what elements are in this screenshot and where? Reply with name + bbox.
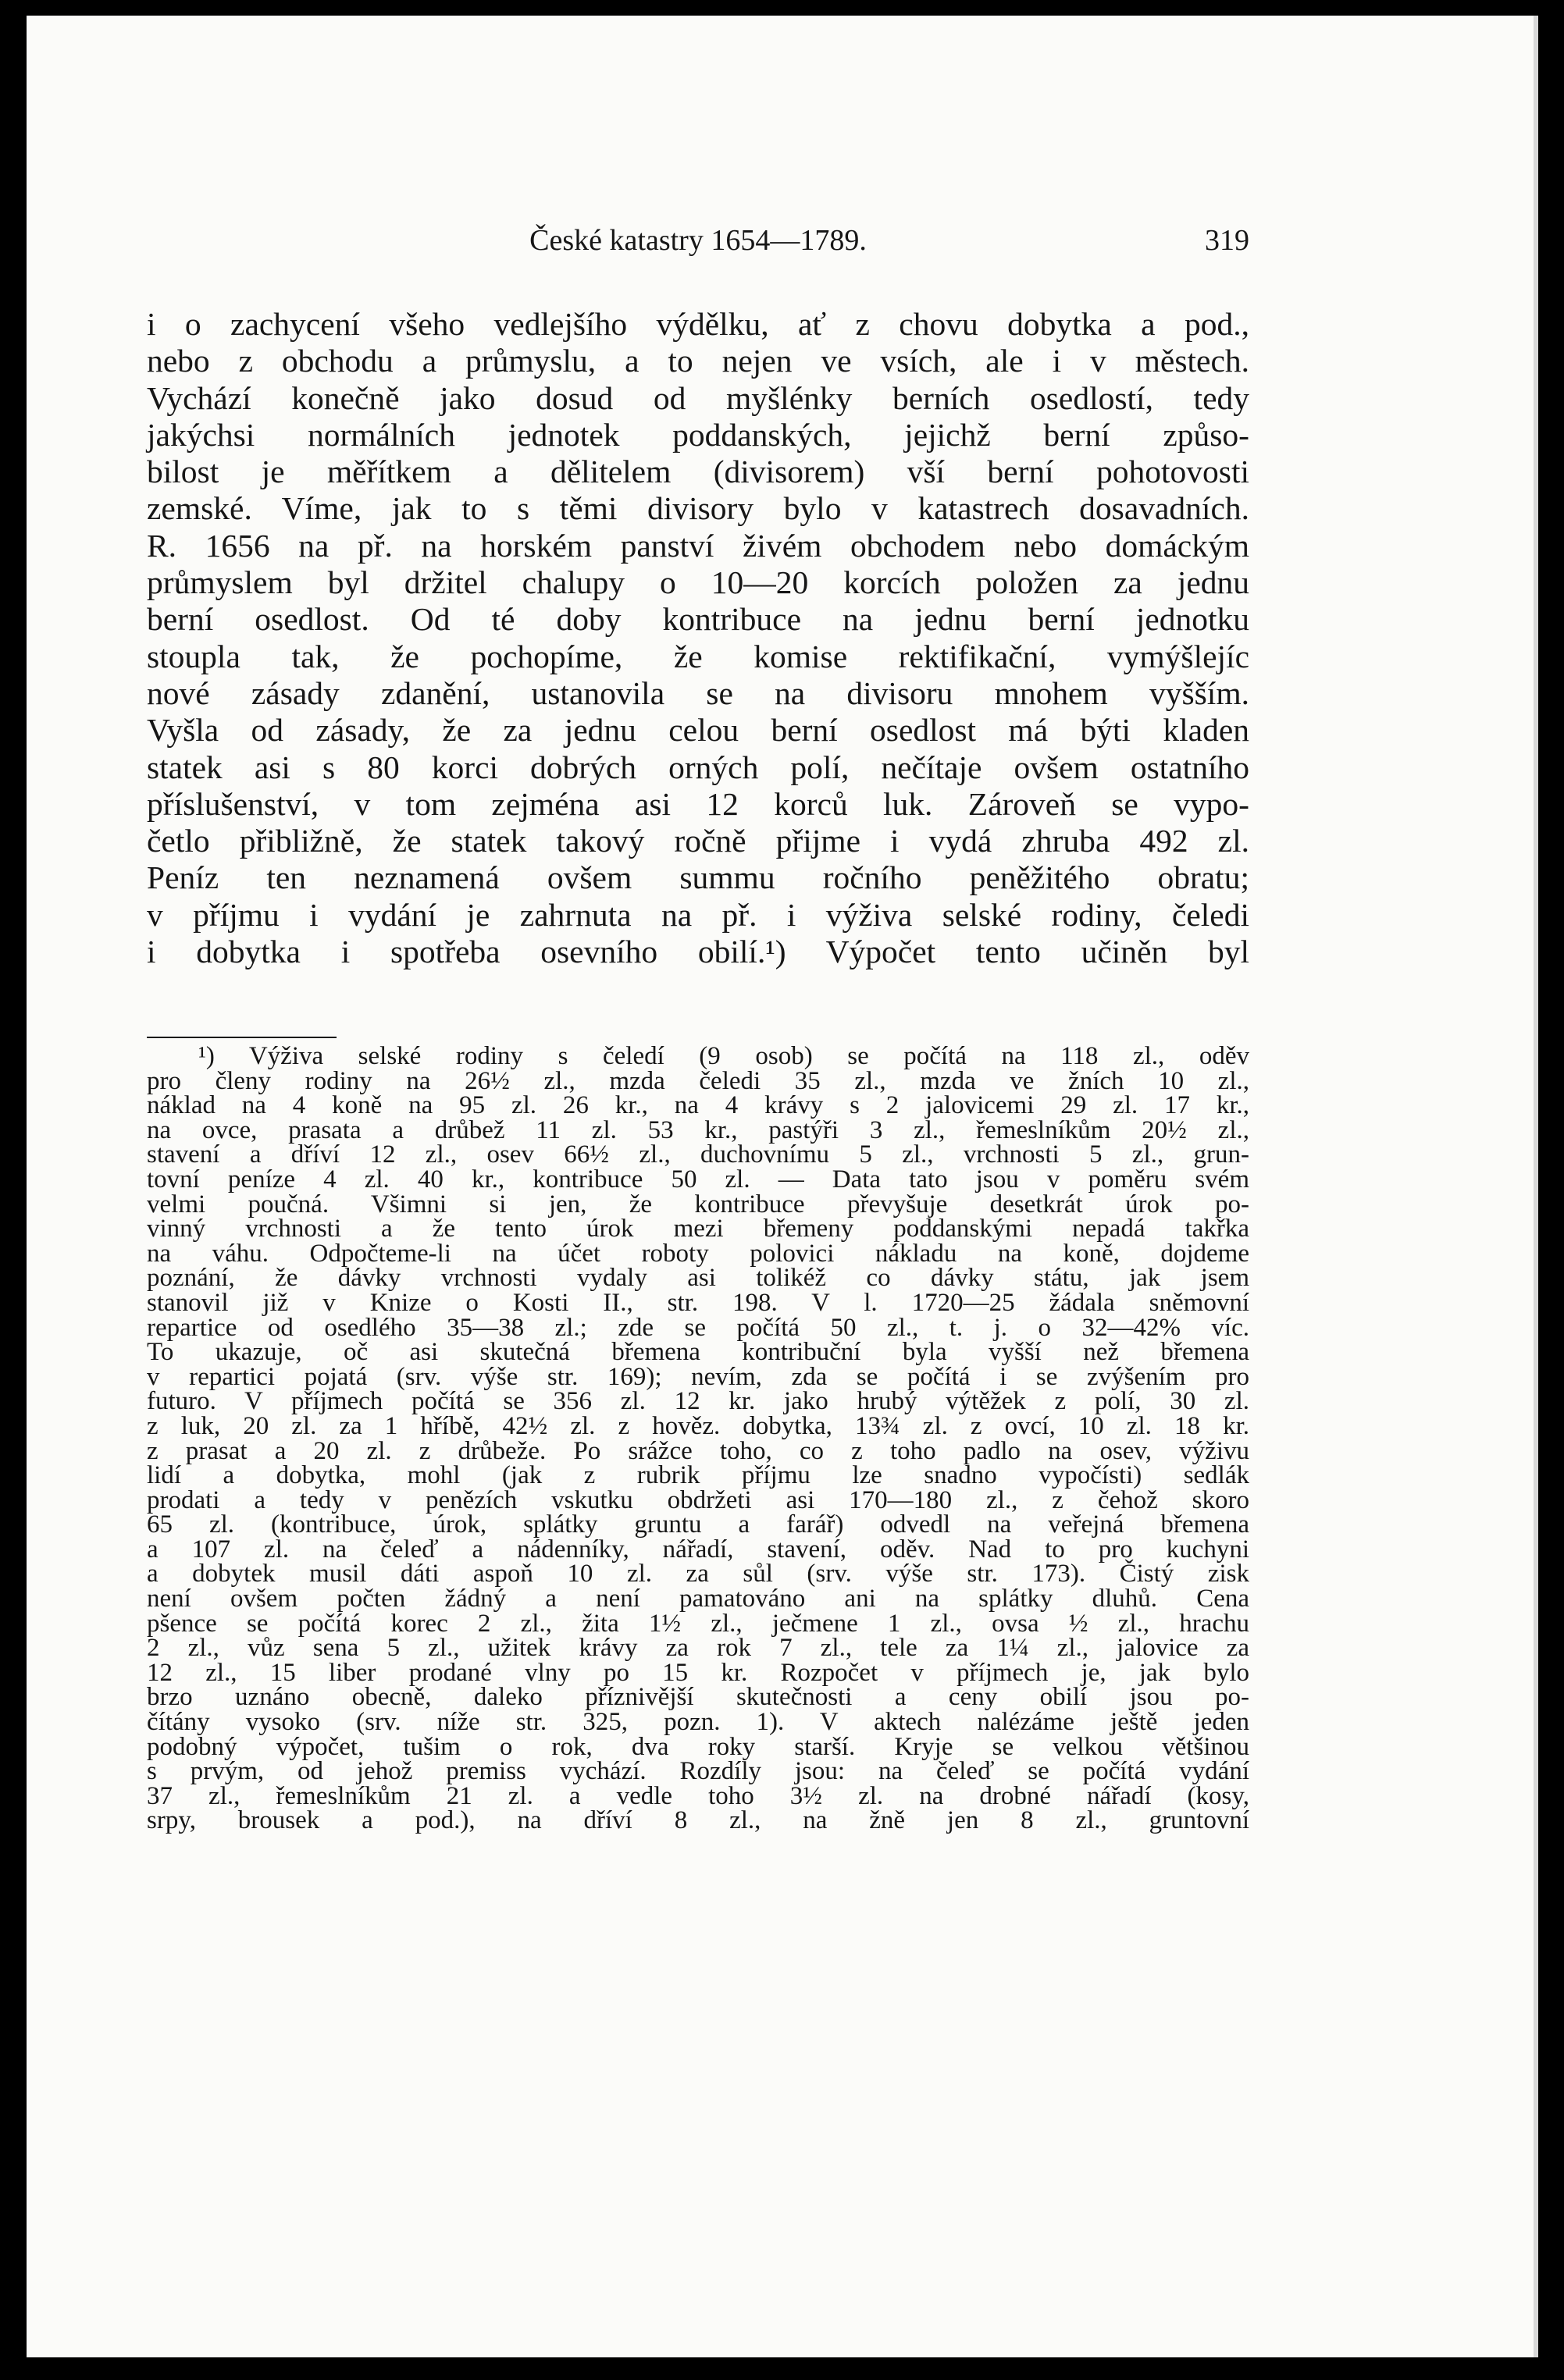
page-header: [147, 223, 1249, 270]
footnote-line: a dobytek musil dáti aspoň 10 zl. za sůl (srv. výše str. 173). Čistý zisk: [147, 1560, 1249, 1588]
footnote-line: srpy, brousek a pod.), na dříví 8 zl., na žně jen 8 zl., gruntovní: [147, 1806, 1249, 1835]
footnote-line: s prvým, od jehož premiss vychází. Rozdíly jsou: na čeleď se počítá vydání: [147, 1757, 1249, 1786]
running-title: České katastry 1654—1789.: [529, 224, 867, 257]
footnote-line: ¹) Výživa selské rodiny s čeledí (9 osob) se počítá na 118 zl., oděv: [198, 1042, 1249, 1070]
text-line: nové zásady zdanění, ustanovila se na divisoru mnohem vyšším.: [147, 674, 1249, 711]
footnote-line: lidí a dobytka, mohl (jak z rubrik příjmu lze snadno vypočísti) sedlák: [147, 1461, 1249, 1490]
text-line: Vychází konečně jako dosud od myšlénky berních osedlostí, tedy: [147, 379, 1249, 416]
footnote-line: vinný vrchnosti a že tento úrok mezi břemeny poddanskými nepadá takřka: [147, 1215, 1249, 1243]
footnote-line: 65 zl. (kontribuce, úrok, splátky gruntu a farář) odvedl na veřejná břemena: [147, 1510, 1249, 1539]
footnote-line: stavení a dříví 12 zl., osev 66½ zl., duchovnímu 5 zl., vrchnosti 5 zl., grun-: [147, 1140, 1249, 1169]
footnote: [147, 1044, 1249, 1834]
text-line: statek asi s 80 korci dobrých orných polí, nečítaje ovšem ostatního: [147, 749, 1249, 785]
footnote-line: na váhu. Odpočteme-li na účet roboty polovici nákladu na koně, dojdeme: [147, 1239, 1249, 1268]
footnote-line: stanovil již v Knize o Kosti II., str. 198. V l. 1720—25 žádala sněmovní: [147, 1288, 1249, 1317]
text-line: příslušenství, v tom zejména asi 12 korců luk. Zároveň se vypo-: [147, 785, 1249, 822]
footnote-line: 12 zl., 15 liber prodané vlny po 15 kr. Rozpočet v příjmech je, jak bylo: [147, 1658, 1249, 1687]
footnote-line: čítány vysoko (srv. níže str. 325, pozn. 1). V aktech nalézáme ještě jeden: [147, 1708, 1249, 1737]
text-line: R. 1656 na př. na horském panství živém obchodem nebo domáckým: [147, 527, 1249, 564]
text-line: stoupla tak, že pochopíme, že komise rektifikační, vymýšlejíc: [147, 638, 1249, 674]
text-line: Peníz ten neznamená ovšem summu ročního peněžitého obratu;: [147, 859, 1249, 896]
footnote-line: tovní peníze 4 zl. 40 kr., kontribuce 50 zl. — Data tato jsou v poměru svém: [147, 1165, 1249, 1194]
footnote-line: není ovšem počten žádný a není pamatováno ani na splátky dluhů. Cena: [147, 1585, 1249, 1613]
footnote-line: pšence se počítá korec 2 zl., žita 1½ zl., ječmene 1 zl., ovsa ½ zl., hrachu: [147, 1609, 1249, 1638]
text-line: průmyslem byl držitel chalupy o 10—20 korcích položen za jednu: [147, 564, 1249, 601]
footnote-line: 37 zl., řemeslníkům 21 zl. a vedle toho 3½ zl. na drobné nářadí (kosy,: [147, 1781, 1249, 1810]
page-number: 319: [1205, 224, 1249, 257]
footnote-line: na ovce, prasata a drůbež 11 zl. 53 kr., pastýři 3 zl., řemeslníkům 20½ zl.,: [147, 1115, 1249, 1144]
text-line: i dobytka i spotřeba osevního obilí.¹) Výpočet tento učiněn byl: [147, 934, 1249, 970]
footnote-line: repartice od osedlého 35—38 zl.; zde se počítá 50 zl., t. j. o 32—42% víc.: [147, 1313, 1249, 1342]
footnote-line: pro členy rodiny na 26½ zl., mzda čeledi 35 zl., mzda ve žních 10 zl.,: [147, 1066, 1249, 1095]
footnote-line: v repartici pojatá (srv. výše str. 169); nevím, zda se počítá i se zvýšením pro: [147, 1362, 1249, 1391]
footnote-separator: [147, 1037, 337, 1038]
footnote-line: futuro. V příjmech počítá se 356 zl. 12 kr. jako hrubý výtěžek z polí, 30 zl.: [147, 1387, 1249, 1416]
footnote-line: velmi poučná. Všimni si jen, že kontribuce převyšuje desetkrát úrok po-: [147, 1190, 1249, 1218]
text-line: i o zachycení všeho vedlejšího výdělku, ať z chovu dobytka a pod.,: [147, 306, 1249, 342]
text-line: nebo z obchodu a průmyslu, a to nejen ve vsích, ale i v městech.: [147, 343, 1249, 379]
text-line: četlo přibližně, že statek takový ročně přijme i vydá zhruba 492 zl.: [147, 823, 1249, 859]
text-line: jakýchsi normálních jednotek poddanských, jejichž berní způso-: [147, 416, 1249, 453]
text-line: Vyšla od zásady, že za jednu celou berní osedlost má býti kladen: [147, 712, 1249, 749]
footnote-line: z prasat a 20 zl. z drůbeže. Po srážce toho, co z toho padlo na osev, výživu: [147, 1436, 1249, 1465]
footnote-line: náklad na 4 koně na 95 zl. 26 kr., na 4 krávy s 2 jalovicemi 29 zl. 17 kr.,: [147, 1091, 1249, 1120]
footnote-line: podobný výpočet, tušim o rok, dva roky starší. Kryje se velkou většinou: [147, 1732, 1249, 1761]
footnote-line: z luk, 20 zl. za 1 hříbě, 42½ zl. z hověz. dobytka, 13¾ zl. z ovcí, 10 zl. 18 kr.: [147, 1411, 1249, 1440]
text-line: zemské. Víme, jak to s těmi divisory bylo v katastrech dosavadních.: [147, 490, 1249, 527]
footnote-line: brzo uznáno obecně, daleko příznivější skutečnosti a ceny obilí jsou po-: [147, 1683, 1249, 1712]
text-line: bilost je měřítkem a dělitelem (divisorem) vší berní pohotovosti: [147, 454, 1249, 490]
footnote-line: prodati a tedy v penězích vskutku obdržeti asi 170—180 zl., z čehož skoro: [147, 1485, 1249, 1514]
text-line: v příjmu i vydání je zahrnuta na př. i výživa selské rodiny, čeledi: [147, 896, 1249, 933]
footnote-line: poznání, že dávky vrchnosti vydaly asi tolikéž co dávky státu, jak jsem: [147, 1264, 1249, 1293]
footnote-line: 2 zl., vůz sena 5 zl., užitek krávy za rok 7 zl., tele za 1¼ zl., jalovice za: [147, 1634, 1249, 1663]
body-paragraph: [147, 306, 1249, 970]
footnote-line: To ukazuje, oč asi skutečná břemena kontribuční byla vyšší než břemena: [147, 1338, 1249, 1367]
footnote-line: a 107 zl. na čeleď a nádenníky, nářadí, stavení, oděv. Nad to pro kuchyni: [147, 1535, 1249, 1564]
text-line: berní osedlost. Od té doby kontribuce na jednu berní jednotku: [147, 601, 1249, 638]
